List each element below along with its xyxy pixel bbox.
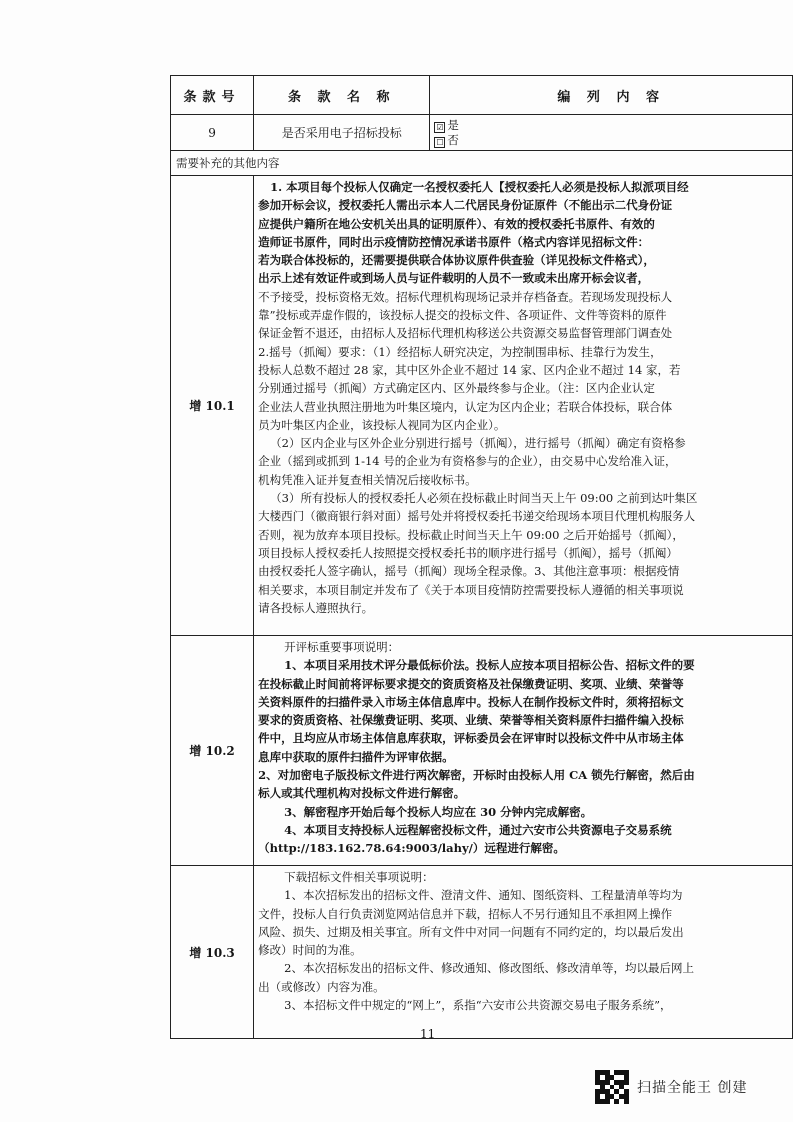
text-line: 1. 本项目每个投标人仅确定一名授权委托人【授权委托人必须是投标人拟派项目经 [270, 180, 689, 194]
text-line: 风险、损失、过期及相关事宜。所有文件中对同一问题有不同约定的，均以最后发出 [258, 924, 684, 939]
text-line: 要求的资质资格、社保缴费证明、奖项、业绩、荣誉等相关资料原件扫描件编入投标 [258, 713, 684, 728]
supplement-label: 需要补充的其他内容 [171, 151, 793, 176]
text-line: 件中，且均应从市场主体信息库获取，评标委员会在评审时以投标文件中从市场主体 [258, 731, 684, 746]
page-number: 11 [420, 1027, 436, 1041]
text-line: 2、本次招标发出的招标文件、修改通知、修改图纸、修改清单等，均以最后网上 [284, 961, 694, 976]
clause-table [170, 75, 793, 1039]
table-row-9 [171, 115, 793, 151]
text-line: 开评标重要事项说明： [284, 640, 400, 654]
text-line: 文件，投标人自行负责浏览网站信息并下载，招标人不另行通知且不承担网上操作 [258, 906, 673, 921]
text-line: 相关要求，本项目制定并发布了《关于本项目疫情防控需要投标人遵循的相关事项说 [258, 582, 684, 597]
text-line: 项目投标人授权委托人按照提交授权委托书的顺序进行摇号（抓阄），摇号（抓阄） [258, 545, 678, 560]
clause-number-10-2: 增 10.2 [171, 636, 254, 866]
text-line: 机构凭准入证并复查相关情况后接收标书。 [258, 472, 477, 487]
text-line: 出（或修改）内容为准。 [258, 979, 385, 994]
table-row-10-1 [171, 176, 793, 636]
text-line: （2）区内企业与区外企业分别进行摇号（抓阄），进行摇号（抓阄）确定有资格参 [270, 436, 686, 451]
text-line: 1、本项目采用技术评分最低标价法。投标人应按本项目招标公告、招标文件的要 [284, 658, 695, 673]
option-no [430, 133, 792, 148]
clause-number-10-3: 增 10.3 [171, 866, 254, 1039]
header-clause-name: 条 款 名 称 [254, 76, 430, 115]
text-line: 1、本次招标发出的招标文件、澄清文件、通知、图纸资料、工程量清单等均为 [284, 888, 683, 903]
text-line: 造师证书原件，同时出示疫情防控情况承诺书原件（格式内容详见招标文件： [258, 234, 650, 249]
text-line: 否则，视为放弃本项目投标。投标截止时间当天上午 09:00 之后开始摇号（抓阄）， [258, 527, 684, 542]
unchecked-box-icon: ☐ [436, 137, 444, 147]
text-line: 下载招标文件相关事项说明： [284, 870, 434, 884]
text-line: 员为叶集区内企业，该投标人视同为区内企业）。 [258, 417, 506, 432]
text-line: 在投标截止时间前将评标要求提交的资质资格及社保缴费证明、奖项、业绩、荣誉等 [258, 676, 684, 691]
text-line: 息库中获取的原件扫描件为评审依据。 [258, 749, 454, 764]
supplement-row [171, 151, 793, 176]
text-line: 大楼西门（徽商银行斜对面）摇号处并将授权委托书递交给现场本项目代理机构服务人 [258, 509, 696, 524]
clause-content-10-2 [254, 636, 793, 866]
watermark-text: 扫描全能王 创建 [637, 1080, 748, 1096]
table-header-row [171, 76, 793, 115]
text-line: 修改）时间的为准。 [258, 943, 362, 958]
text-line: （3）所有投标人的授权委托人必须在投标截止时间当天上午 09:00 之前到达叶集区 [270, 491, 698, 506]
text-line: 若为联合体投标的，还需要提供联合体协议原件供查验（详见投标文件格式）， [258, 253, 655, 268]
option-yes [430, 118, 792, 133]
clause-content-10-1 [254, 176, 793, 636]
text-line: 标人或其代理机构对投标文件进行解密。 [258, 786, 466, 801]
text-line: 分别通过摇号（抓阄）方式确定区内、区外最终参与企业。（注：区内企业认定 [258, 381, 655, 396]
option-yes-label: 是 [447, 117, 459, 132]
table-row-10-3 [171, 866, 793, 1039]
header-clause-number: 条款号 [171, 76, 254, 115]
scanner-watermark [595, 1070, 747, 1104]
header-content: 编 列 内 容 [430, 76, 793, 115]
clause-number-9: 9 [171, 115, 254, 151]
text-line: 出示上述有效证件或到场人员与证件载明的人员不一致或未出席开标会议者， [258, 271, 650, 286]
text-line: （http://183.162.78.64:9003/lahy/）远程进行解密。 [258, 841, 565, 856]
clause-number-10-1: 增 10.1 [171, 176, 254, 636]
text-line: 参加开标会议，授权委托人需出示本人二代居民身份证原件（不能出示二代身份证 [258, 198, 673, 213]
option-no-label: 否 [447, 132, 459, 147]
text-line: 3、本招标文件中规定的“网上”，系指“六安市公共资源交易电子服务系统”， [284, 998, 672, 1013]
text-line: 请各投标人遵照执行。 [258, 600, 374, 615]
text-line: 4、本项目支持投标人远程解密投标文件，通过六安市公共资源电子交易系统 [284, 822, 672, 837]
clause-content-9 [430, 115, 793, 151]
text-line: 2、对加密电子版投标文件进行两次解密，开标时由投标人用 CA 锁先行解密，然后由 [258, 768, 695, 783]
text-line: 2.摇号（抓阄）要求：（1）经招标人研究决定，为控制围串标、挂靠行为发生， [258, 344, 662, 359]
qr-code-icon [595, 1070, 629, 1104]
table-row-10-2 [171, 636, 793, 866]
text-line: 企业（摇到或抓到 1-14 号的企业为有资格参与的企业），由交易中心发给准入证， [258, 454, 677, 469]
text-line: 靠”投标或弄虚作假的，该投标人提交的投标文件、各项证件、文件等资料的原件 [258, 308, 667, 323]
text-line: 保证金暂不退还，由招标人及招标代理机构移送公共资源交易监督管理部门调查处 [258, 326, 673, 341]
text-line: 企业法人营业执照注册地为叶集区境内，认定为区内企业；若联合体投标，联合体 [258, 399, 673, 414]
text-line: 不予接受，投标资格无效。招标代理机构现场记录并存档备查。若现场发现投标人 [258, 289, 673, 304]
text-line: 3、解密程序开始后每个投标人均应在 30 分钟内完成解密。 [284, 804, 593, 819]
checked-box-icon: ☑ [436, 122, 444, 132]
text-line: 应提供户籍所在地公安机关出具的证明原件）、有效的授权委托书原件、有效的 [258, 216, 655, 231]
text-line: 由授权委托人签字确认，摇号（抓阄）现场全程录像。3、其他注意事项：根据疫情 [258, 564, 680, 579]
text-line: 关资料原件的扫描件录入市场主体信息库中。投标人在制作投标文件时，须将招标文 [258, 694, 684, 709]
clause-name-9: 是否采用电子招标投标 [254, 115, 430, 151]
text-line: 投标人总数不超过 28 家，其中区外企业不超过 14 家、区内企业不超过 14 家，若 [258, 362, 681, 377]
clause-content-10-3 [254, 866, 793, 1039]
